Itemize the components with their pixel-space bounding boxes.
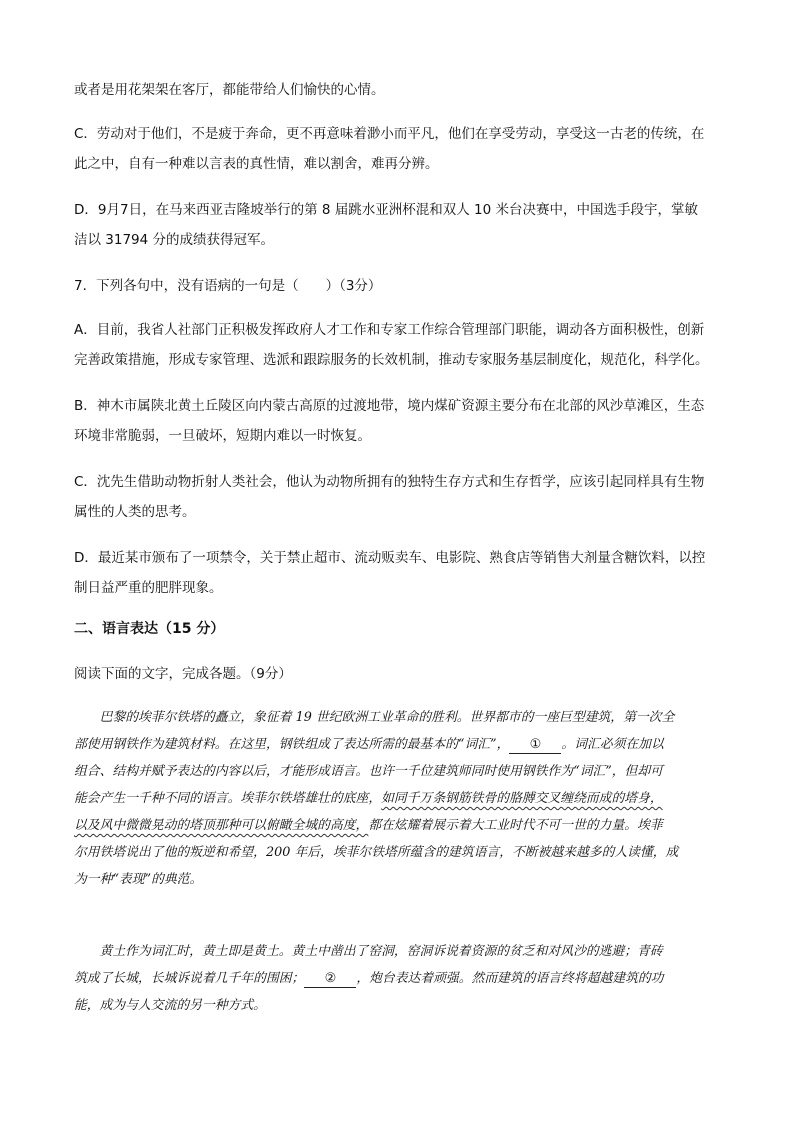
section-title: 二、语言表达（15 分）	[74, 621, 225, 637]
wavy-underlined-text: 如同千万条钢筋铁骨的胳膊交叉缠绕而成的塔身，	[381, 791, 663, 806]
q6-option-d	[74, 198, 724, 252]
text-line: 完善政策措施，形成专家管理、选派和跟踪服务的长效机制，推动专家服务基层制度化，规范化，科学化。	[74, 352, 709, 368]
text-line: D．9月7日，在马来西亚吉隆坡举行的第 8 届跳水亚洲杯混和双人 10 米台决赛中，中国选手段宇，掌敏	[74, 202, 699, 218]
passage-line: 以及风中微微晃动的塔顶那种可以俯瞰全城的高度，都在炫耀着展示着大工业时代不可一世的力量。埃菲	[74, 818, 663, 833]
passage-line: 能会产生一千种不同的语言。埃菲尔铁塔雄壮的底座，如同千万条钢筋铁骨的胳膊交叉缠绕而成的塔身，	[74, 791, 663, 806]
text-line: C．沈先生借助动物折射人类社会，他认为动物所拥有的独特生存方式和生存哲学，应该引起同样具有生物	[74, 474, 705, 490]
answer-blank-1[interactable]: ①	[509, 737, 561, 754]
instruction	[74, 662, 724, 686]
wavy-underlined-text: 以及风中微微晃动的塔顶那种可以俯瞰全城的高度，	[74, 818, 369, 833]
passage-line: 组合、结构并赋予表达的内容以后，才能形成语言。也许一千位建筑师同时使用钢铁作为“词汇”，但却可	[74, 764, 663, 779]
passage-line: 部使用钢铁作为建筑材料。在这里，钢铁组成了表达所需的最基本的“词汇”， ① 。词汇必须在加以	[74, 737, 664, 752]
text-line: A．目前，我省人社部门正积极发挥政府人才工作和专家工作综合管理部门职能，调动各方面积极性，创新	[74, 322, 705, 338]
passage-eiffel	[74, 704, 724, 893]
q7-stem	[74, 274, 724, 298]
q7-option-b	[74, 394, 724, 448]
text-line: C．劳动对于他们，不是疲于奔命，更不再意味着渺小而平凡，他们在享受劳动，享受这一古老的传统，在	[74, 126, 705, 142]
q7-option-c	[74, 470, 724, 524]
passage-line: 筑成了长城，长城诉说着几千年的围困； ② ，炮台表达着顽强。然而建筑的语言终将超越建筑的功	[74, 971, 664, 986]
passage-line: 尔用铁塔说出了他的叛逆和希望，200 年后，埃菲尔铁塔所蕴含的建筑语言，不断被越来越多的人读懂，成	[74, 845, 679, 860]
instruction-text: 阅读下面的文字，完成各题。（9分）	[74, 666, 292, 682]
text-line: 此之中，自有一种难以言表的真性情，难以割舍，难再分辨。	[74, 156, 439, 172]
text-line: 属性的人类的思考。	[74, 504, 196, 520]
text-line: D．最近某市颁布了一项禁令，关于禁止超市、流动贩卖车、电影院、熟食店等销售大剂量含糖饮料，以控	[74, 550, 706, 566]
q7-option-d	[74, 546, 724, 600]
question-stem: 7．下列各句中，没有语病的一句是（ ）（3分）	[74, 278, 382, 294]
text-line: 制日益严重的肥胖现象。	[74, 580, 223, 596]
intro-paragraph	[74, 78, 724, 102]
text-line: 洁以 31794 分的成绩获得冠军。	[74, 232, 275, 248]
passage-line: 为一种“表现”的典范。	[74, 872, 203, 887]
q6-option-c	[74, 122, 724, 176]
section-heading	[74, 618, 724, 640]
answer-blank-2[interactable]: ②	[304, 971, 356, 988]
q7-option-a	[74, 318, 724, 372]
passage-loess	[74, 938, 724, 1019]
text-line: B．神木市属陕北黄土丘陵区向内蒙古高原的过渡地带，境内煤矿资源主要分布在北部的风沙草滩区，生态	[74, 398, 705, 414]
passage-line: 能，成为与人交流的另一种方式。	[74, 998, 266, 1013]
text-line: 或者是用花架架在客厅，都能带给人们愉快的心情。	[74, 82, 385, 98]
passage-line: 巴黎的埃菲尔铁塔的矗立，象征着 19 世纪欧洲工业革命的胜利。世界都市的一座巨型建筑，第一次全	[74, 710, 675, 725]
text-line: 环境非常脆弱，一旦破坏，短期内难以一时恢复。	[74, 428, 371, 444]
passage-line: 黄土作为词汇时，黄土即是黄土。黄土中凿出了窑洞，窑洞诉说着资源的贫乏和对风沙的逃避；青砖	[74, 944, 663, 959]
